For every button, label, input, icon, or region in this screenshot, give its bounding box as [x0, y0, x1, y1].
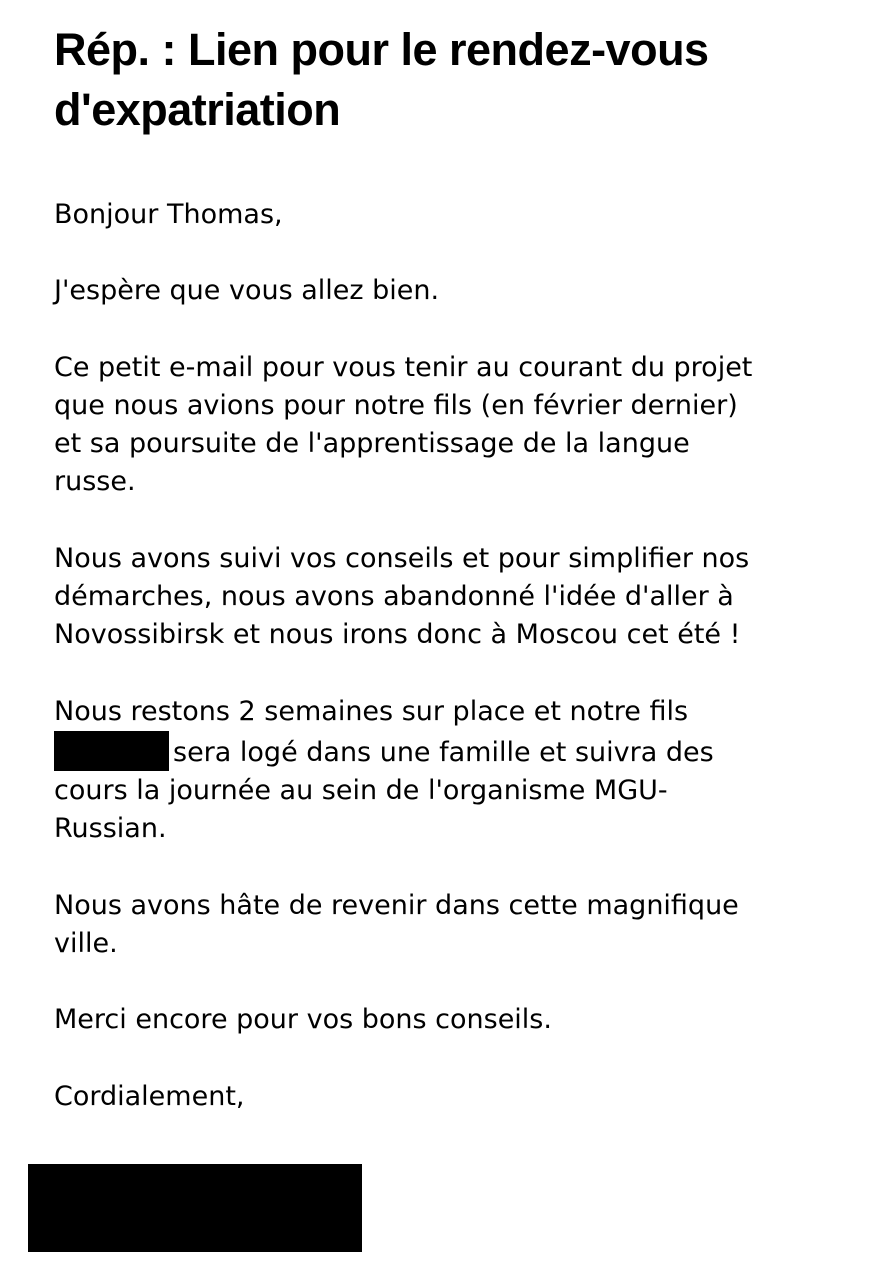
email-paragraph-3: Nous avons suivi vos conseils et pour simplifier nos démarches, nous avons abandonné l'idée d'aller à Novossibirsk et nous irons donc à Moscou cet été ! [54, 542, 750, 651]
email-paragraph-6: Merci encore pour vos bons conseils. [54, 1004, 552, 1036]
email-closing: Cordialement, [54, 1080, 245, 1112]
email-subject: Rép. : Lien pour le rendez-vous d'expatriation [54, 24, 709, 135]
email-paragraph-5: Nous avons hâte de revenir dans cette magnifique ville. [54, 889, 739, 959]
email-paragraph-2: Ce petit e-mail pour vous tenir au courant du projet que nous avions pour notre fils (en février dernier) et sa poursuite de l'apprentissage de la langue russe. [54, 351, 753, 498]
redacted-name-block [54, 731, 169, 771]
email-paragraph-4-end: sera logé dans une famille et suivra des cours la journée au sein de l'organisme MGU- Russian. [54, 736, 714, 845]
email-paragraph-4 [54, 693, 834, 849]
email-paragraph-4-start: Nous restons 2 semaines sur place et notre fils [54, 695, 689, 727]
redacted-signature-block [28, 1164, 362, 1252]
email-paragraph-1: J'espère que vous allez bien. [54, 275, 440, 307]
email-body [54, 196, 834, 1154]
email-greeting: Bonjour Thomas, [54, 199, 283, 230]
